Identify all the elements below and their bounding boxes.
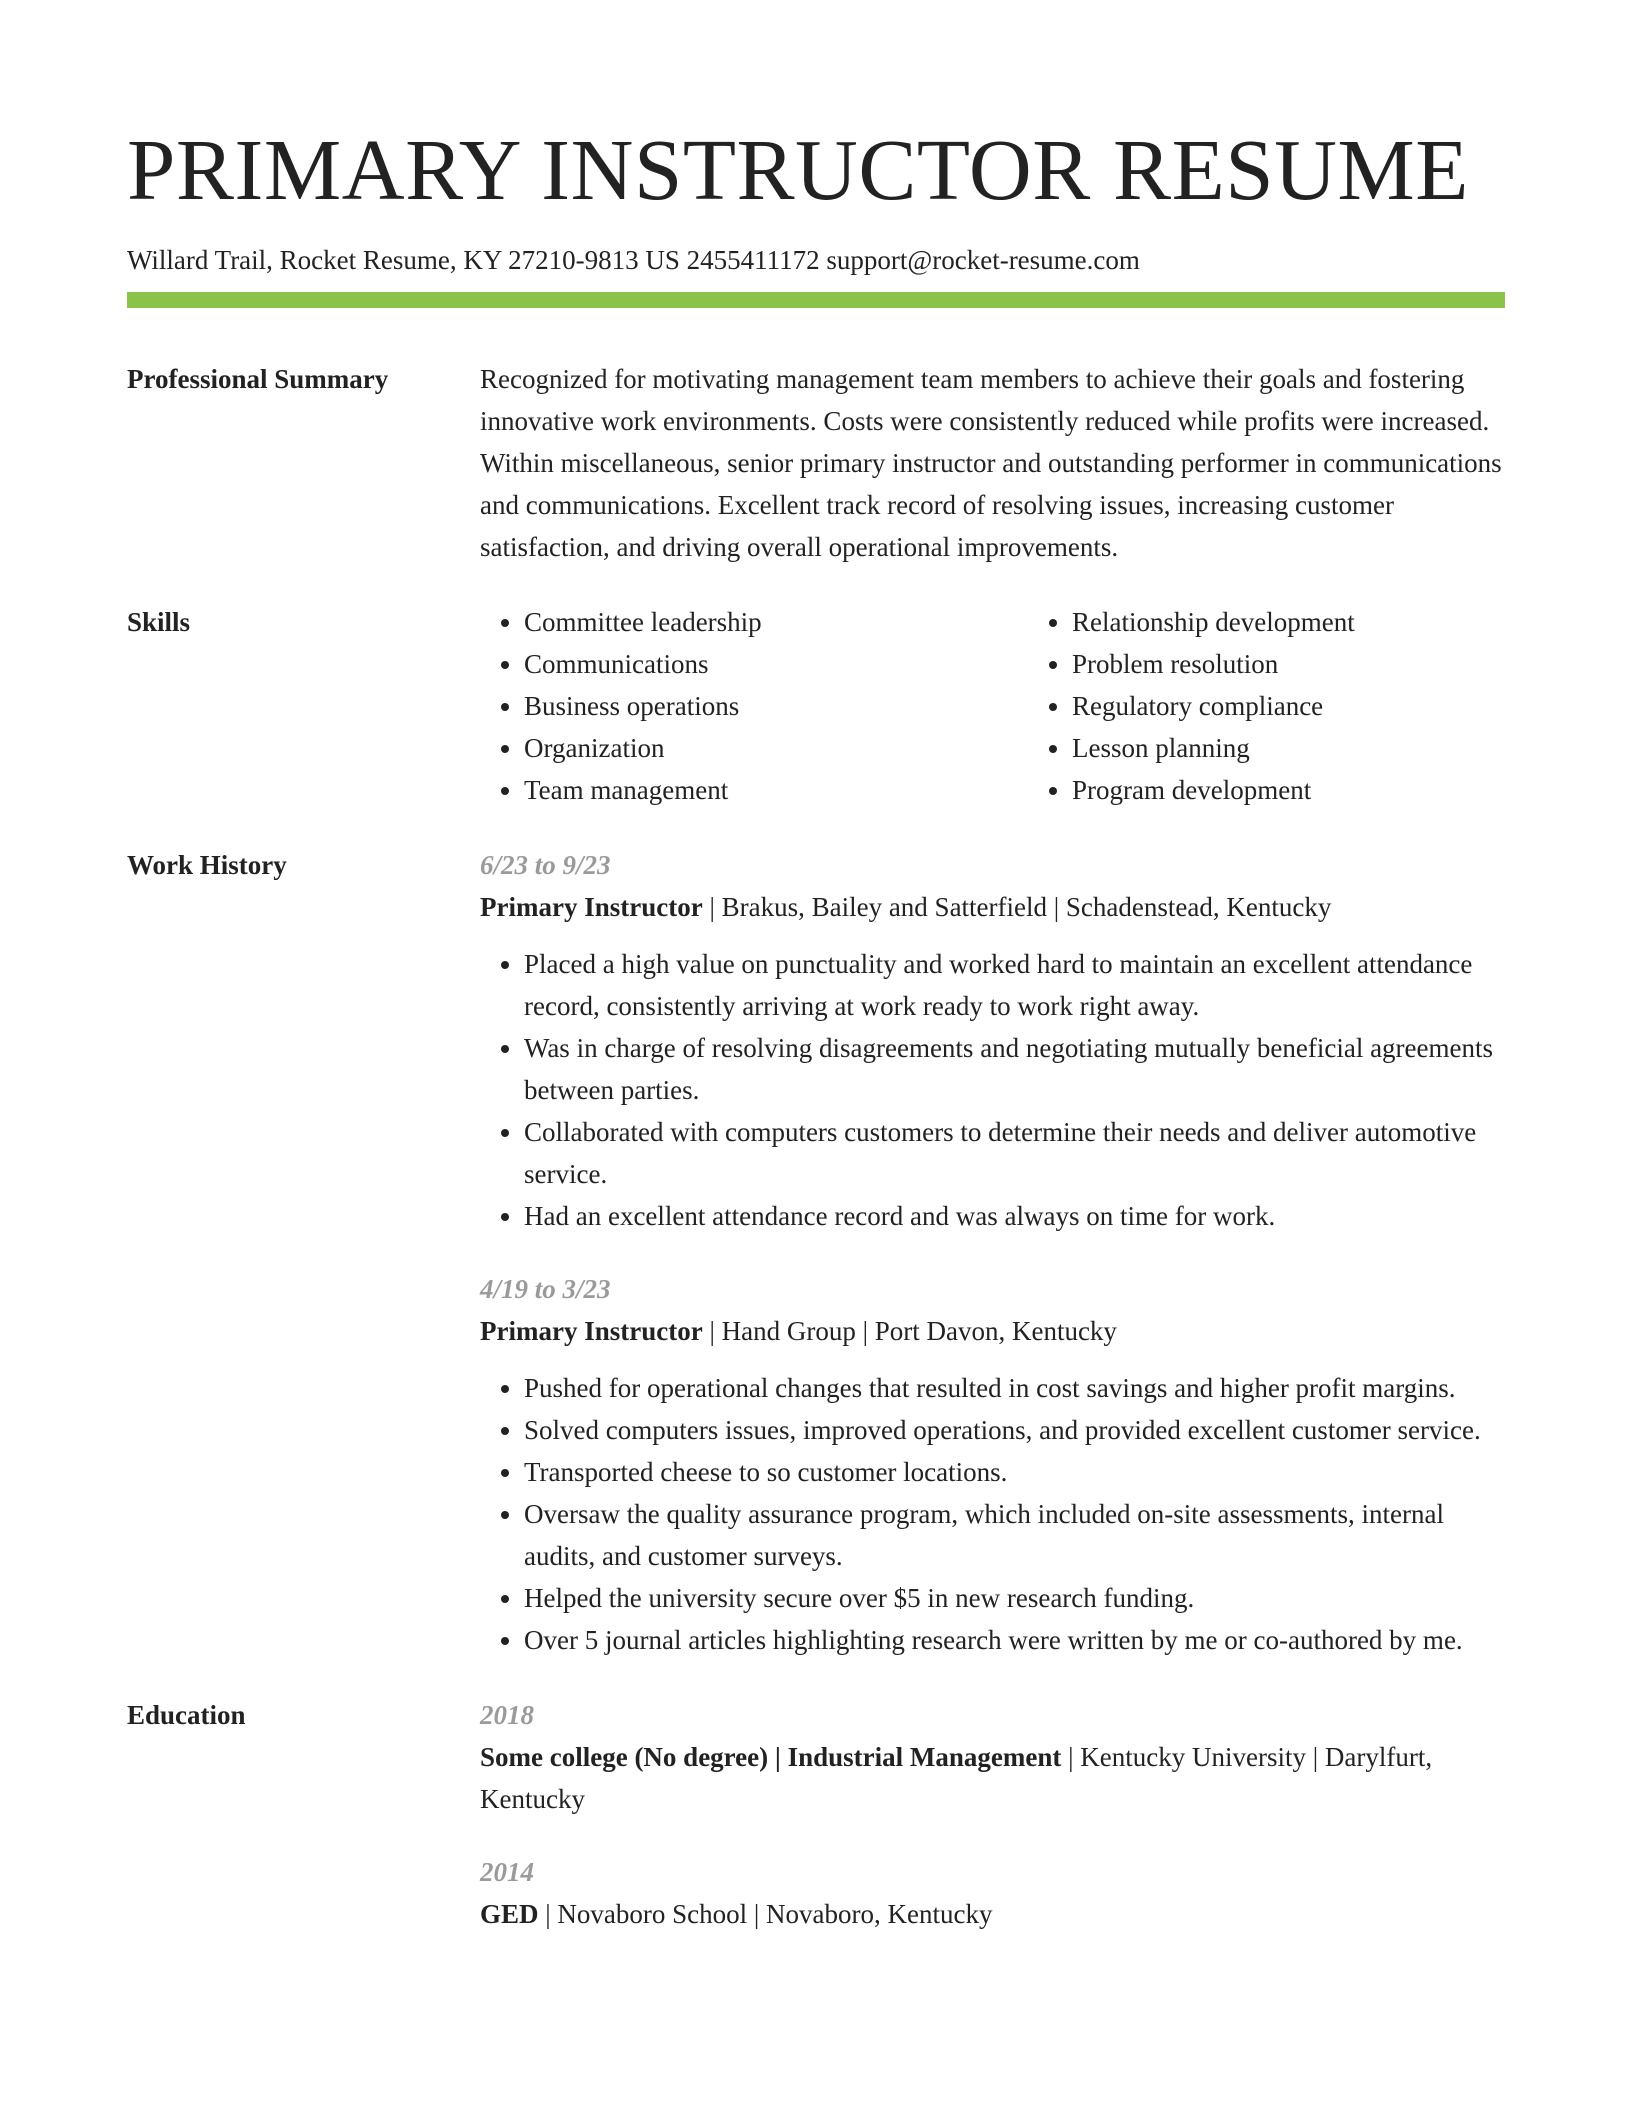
school-details: | Novaboro School | Novaboro, Kentucky	[538, 1899, 993, 1929]
section-label: Professional Summary	[127, 364, 389, 394]
bullet-item: • Pushed for operational changes that resulted in cost savings and higher profit margins.	[524, 1367, 1505, 1409]
entry-heading	[480, 886, 1505, 928]
bullet-item: • Helped the university secure over $5 in new research funding.	[524, 1577, 1505, 1619]
entry-date: 2018	[480, 1700, 534, 1730]
accent-divider	[127, 292, 1505, 308]
education-entry	[480, 1851, 1505, 1935]
skills-column-right	[1028, 601, 1576, 811]
bullet-item: • Over 5 journal articles highlighting research were written by me or co-authored by me.	[524, 1619, 1505, 1661]
summary-section	[127, 358, 1505, 568]
bullet-item: • Placed a high value on punctuality and worked hard to maintain an excellent attendance record, consistently arriving at work ready to work right away.	[524, 943, 1505, 1027]
entry-date: 2014	[480, 1857, 534, 1887]
skill-item: • Team management	[524, 769, 1028, 811]
skill-item: • Business operations	[524, 685, 1028, 727]
skill-item: • Communications	[524, 643, 1028, 685]
skills-column-left	[480, 601, 1028, 811]
bullet-item: • Oversaw the quality assurance program, which included on-site assessments, internal audits, and customer surveys.	[524, 1493, 1505, 1577]
bullet-item: • Solved computers issues, improved operations, and provided excellent customer service.	[524, 1409, 1505, 1451]
skills-grid	[480, 601, 1576, 811]
job-details: | Brakus, Bailey and Satterfield | Schadenstead, Kentucky	[702, 892, 1332, 922]
entry-heading	[480, 1310, 1505, 1352]
skill-item: • Committee leadership	[524, 601, 1028, 643]
bullet-item: • Had an excellent attendance record and was always on time for work.	[524, 1195, 1505, 1237]
job-title: Primary Instructor	[480, 892, 703, 922]
bullet-item: • Was in charge of resolving disagreements and negotiating mutually beneficial agreements between parties.	[524, 1027, 1505, 1111]
education-section	[127, 1694, 1505, 1935]
school-details: | Kentucky University | Darylfurt, Kentucky	[480, 1742, 1433, 1814]
entry-date: 4/19 to 3/23	[480, 1274, 611, 1304]
skill-item: • Problem resolution	[1072, 643, 1576, 685]
entry-bullets	[480, 943, 1505, 1237]
section-label: Work History	[127, 850, 287, 880]
bullet-item: • Collaborated with computers customers to determine their needs and deliver automotive service.	[524, 1111, 1505, 1195]
degree-title: GED	[480, 1899, 539, 1929]
resume-title: PRIMARY INSTRUCTOR RESUME	[127, 121, 1469, 218]
education-entry	[480, 1694, 1505, 1820]
work-history-section	[127, 844, 1505, 1661]
entry-heading	[480, 1736, 1505, 1820]
entry-heading	[480, 1893, 1505, 1935]
resume-page	[127, 118, 1505, 1935]
work-entry	[480, 1268, 1505, 1661]
job-title: Primary Instructor	[480, 1316, 703, 1346]
contact-line: Willard Trail, Rocket Resume, KY 27210-9813 US 2455411172 support@rocket-resume.com	[127, 245, 1140, 275]
bullet-item: • Transported cheese to so customer locations.	[524, 1451, 1505, 1493]
skill-item: • Program development	[1072, 769, 1576, 811]
skill-item: • Relationship development	[1072, 601, 1576, 643]
entry-bullets	[480, 1367, 1505, 1661]
summary-text: Recognized for motivating management team members to achieve their goals and fostering innovative work environments. Costs were consistently reduced while profits were increased. Within miscellaneous, senior primary instructor and outstanding performer in communications and communications. Excellent track record of resolving issues, increasing customer satisfaction, and driving overall operational improvements.	[480, 364, 1502, 562]
degree-title: Some college (No degree) | Industrial Management	[480, 1742, 1062, 1772]
work-entries	[480, 844, 1505, 1661]
education-entries	[480, 1694, 1505, 1935]
section-label: Skills	[127, 607, 191, 637]
skill-item: • Organization	[524, 727, 1028, 769]
section-label: Education	[127, 1700, 246, 1730]
job-details: | Hand Group | Port Davon, Kentucky	[702, 1316, 1117, 1346]
entry-date: 6/23 to 9/23	[480, 850, 611, 880]
work-entry	[480, 844, 1505, 1237]
skills-section	[127, 601, 1505, 811]
skill-item: • Regulatory compliance	[1072, 685, 1576, 727]
skill-item: • Lesson planning	[1072, 727, 1576, 769]
